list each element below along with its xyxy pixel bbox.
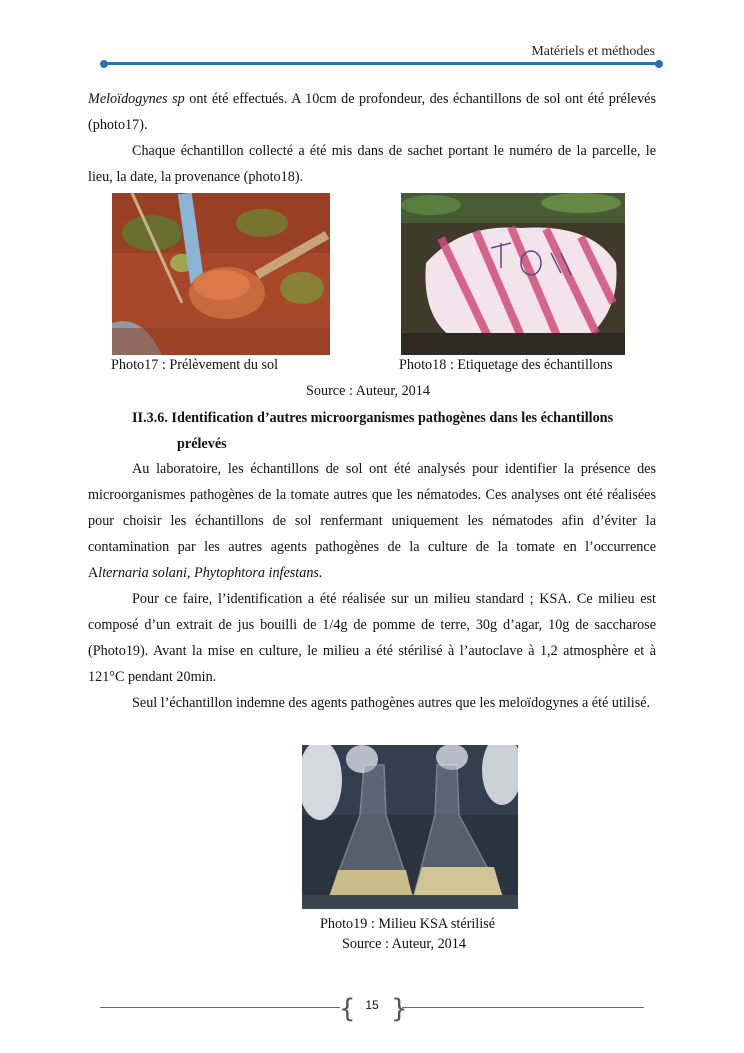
header-rule	[103, 62, 659, 65]
photo17-caption: Photo17 : Prélèvement du sol	[111, 357, 279, 373]
body-paragraph-1-text: Au laboratoire, les échantillons de sol ont été analysés pour identifier la présence des microorganismes pathogènes de la tomate autres que les nématodes. Ces analyses ont été réalisées pour choisir les échantillons de sol renfermant uniquement les nématodes afin d’éviter la contamination par les autres agents pathogènes de la culture de la tomate en l’occurrence A	[88, 461, 656, 581]
section-number: II.3.6.	[132, 410, 168, 426]
intro-paragraph-1-rest: ont été effectués. A 10cm de profondeur, des échantillons de sol ont été prélevés (photo17).	[88, 91, 656, 133]
photos-source: Source : Auteur, 2014	[306, 383, 430, 399]
photo18-caption: Photo18 : Etiquetage des échantillons	[399, 357, 613, 373]
footer-rule-right	[402, 1007, 644, 1008]
body-text	[88, 456, 656, 716]
section-heading	[132, 405, 656, 457]
photo19-caption: Photo19 : Milieu KSA stérilisé	[320, 916, 495, 932]
footer-bracket-left: {	[339, 994, 356, 1024]
footer-rule-left	[100, 1007, 340, 1008]
page-number: 15	[365, 998, 379, 1012]
photo18-labelled-bag	[401, 193, 625, 355]
body-paragraph-1	[88, 456, 656, 586]
photo19-ksa-flasks	[302, 745, 518, 909]
intro-paragraph-1	[88, 86, 656, 138]
species-name: Meloïdogynes sp	[88, 91, 185, 107]
intro-paragraph-2: Chaque échantillon collecté a été mis dans de sachet portant le numéro de la parcelle, le lieu, la date, la provenance (photo18).	[88, 143, 656, 185]
intro-text	[88, 86, 656, 190]
photo17-soil-sampling	[112, 193, 330, 355]
header-rule-left-dot	[100, 60, 108, 68]
photo19-source: Source : Auteur, 2014	[342, 936, 466, 952]
section-title-line1: Identification d’autres microorganismes pathogènes dans les échantillons	[171, 410, 614, 426]
footer-bracket-right: }	[391, 994, 408, 1024]
section-title-line2: prélevés	[177, 436, 227, 452]
body-paragraph-2: Pour ce faire, l’identification a été réalisée sur un milieu standard ; KSA. Ce milieu est composé d’un extrait de jus bouilli de 1/4g de pomme de terre, 30g d’agar, 10g de saccharose (Photo19). Avant la mise en culture, le milieu a été stérilisé à l’autoclave à 1,2 atmosphère et à 121°C pendant 20min.	[88, 591, 656, 685]
body-paragraph-3: Seul l’échantillon indemne des agents pathogènes autres que les meloïdogynes a été utilisé.	[132, 695, 651, 711]
header-rule-right-dot	[655, 60, 663, 68]
pathogen-names: lternaria solani, Phytophtora infestans.	[98, 565, 323, 581]
running-header: Matériels et méthodes	[531, 44, 655, 59]
